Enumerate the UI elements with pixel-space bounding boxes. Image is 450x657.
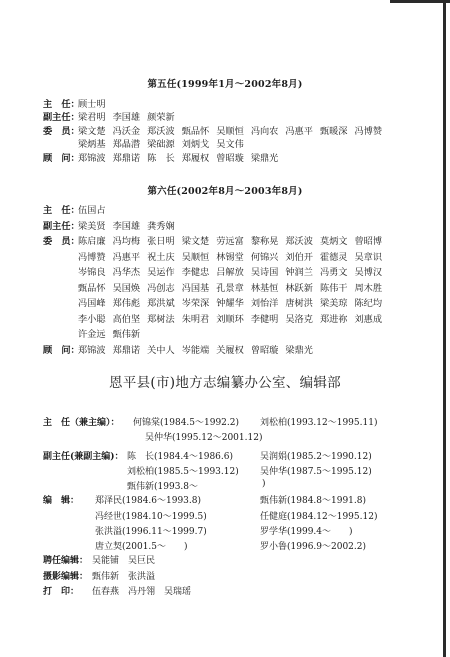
- office-entry-left: 伍春燕 冯丹翎 吴瑞瑶: [92, 587, 192, 597]
- names-row: [78, 326, 147, 340]
- person-name: 吴国焕: [112, 282, 141, 294]
- office-entry-right: 罗小鲁(1996.9～2002.2): [260, 542, 367, 552]
- names-row: [78, 218, 182, 232]
- person-name: 曾昭博: [354, 236, 383, 247]
- person-name: 甄品怀: [181, 125, 210, 137]
- person-name: 祝土庆: [147, 251, 175, 263]
- person-name: 钟润兰: [285, 267, 313, 278]
- person-name: 吴洛克: [285, 313, 313, 325]
- names-row: [78, 150, 285, 164]
- person-name: 甄伟新: [112, 329, 141, 340]
- person-name: 刘伯开: [285, 251, 313, 263]
- office-role-label: 打 印：: [43, 587, 80, 597]
- person-name: 朱明君: [181, 313, 210, 325]
- person-name: 吴运作: [147, 267, 175, 278]
- person-name: 吕解放: [216, 267, 244, 278]
- role-label: 副主任：: [43, 220, 80, 232]
- names-row: [78, 123, 389, 137]
- person-name: 冯沃金: [112, 125, 141, 137]
- office-entry-right: 罗学华(1999.4～ ): [260, 527, 353, 537]
- person-name: 郑锦波: [78, 344, 106, 356]
- person-name: 张日明: [147, 236, 175, 247]
- office-entry-left: 冯经世(1984.10～1999.5): [95, 512, 207, 522]
- person-name: 郑进祢: [319, 313, 348, 325]
- names-row: [78, 96, 113, 110]
- person-name: 冯华杰: [112, 267, 141, 278]
- person-name: 顾士明: [78, 99, 106, 110]
- role-label: 顾 问：: [43, 344, 80, 356]
- person-name: 刘炳戈: [181, 139, 210, 151]
- person-name: 陈纪均: [354, 298, 383, 309]
- person-name: 刘惠成: [354, 313, 383, 325]
- person-name: 梁君明: [78, 112, 106, 124]
- person-name: 莫炳文: [319, 236, 348, 247]
- person-name: 冯创志: [147, 282, 175, 294]
- names-row: [78, 136, 251, 150]
- role-label: 委 员：: [43, 125, 80, 137]
- office-entry-right: 吴润娟(1985.2～1990.12): [260, 452, 372, 462]
- office-entry-left: 何锦棠(1984.5～1992.2): [133, 418, 240, 428]
- person-name: 吴章识: [354, 251, 383, 263]
- term5-title: 第五任(1999年1月～2002年8月): [147, 79, 303, 90]
- person-name: 关履权: [216, 344, 244, 356]
- person-name: 岑能端: [181, 344, 210, 356]
- person-name: 吴顺恒: [216, 125, 244, 137]
- person-name: 梁鼎光: [250, 152, 279, 164]
- office-role-label: 副主任(兼副主编)：: [43, 452, 124, 462]
- office-title: 恩平县(市)地方志编纂办公室、编辑部: [109, 375, 341, 391]
- person-name: 郑伟彪: [112, 298, 141, 309]
- names-row: [78, 342, 320, 356]
- person-name: 高伯坚: [112, 313, 141, 325]
- office-entry-left: 张洪溢(1996.11～1999.7): [95, 527, 207, 537]
- person-name: 冯博赞: [354, 125, 383, 137]
- person-name: 陈伟干: [319, 282, 348, 294]
- person-name: 刘怡洋: [250, 298, 279, 309]
- person-name: 龚秀娴: [147, 220, 175, 232]
- names-row: [78, 264, 389, 278]
- role-label: 主 任：: [43, 99, 80, 110]
- person-name: 梁鼎光: [285, 344, 313, 356]
- office-role-label: 主 任（兼主编）：: [43, 418, 120, 428]
- person-name: 冯国基: [181, 282, 210, 294]
- role-label: 副主任：: [43, 112, 80, 124]
- person-name: 冯均梅: [112, 236, 141, 247]
- person-name: 刘顺环: [216, 313, 244, 325]
- role-label: 主 任：: [43, 205, 80, 216]
- person-name: 曾昭璇: [250, 344, 279, 356]
- names-row: [78, 249, 389, 263]
- office-entry-left: 唐立契(2001.5～ ): [95, 542, 188, 552]
- office-entry-right: 任健庭(1984.12～1995.12): [260, 512, 378, 522]
- person-name: 冯勇文: [319, 267, 348, 278]
- page-edge-top: [390, 0, 450, 3]
- person-name: 郑沃波: [285, 236, 313, 247]
- person-name: 陈 长: [147, 152, 175, 164]
- person-name: 钟耀华: [216, 298, 244, 309]
- person-name: 李国雄: [112, 220, 141, 232]
- office-entry-left: 刘松柏(1985.5～1993.12): [127, 467, 239, 477]
- person-name: 吴博汉: [354, 267, 383, 278]
- person-name: 冯向农: [250, 125, 279, 137]
- person-name: 何锦兴: [250, 251, 279, 263]
- person-name: 李小聪: [78, 313, 106, 325]
- person-name: 冯惠平: [285, 125, 313, 137]
- person-name: 周木胜: [354, 282, 383, 294]
- person-name: 黎称晃: [250, 236, 279, 247]
- person-name: 林跃新: [285, 282, 313, 294]
- person-name: 冯博赞: [78, 251, 106, 263]
- office-role-label: 摄影编辑：: [43, 572, 89, 582]
- person-name: 霍德灵: [319, 251, 348, 263]
- office-entry-right: 刘松柏(1993.12～1995.11): [260, 418, 378, 428]
- person-name: 吴顺恒: [181, 251, 210, 263]
- names-row: [78, 233, 389, 247]
- person-name: 梁炳基: [78, 139, 106, 151]
- role-label: 委 员：: [43, 236, 80, 247]
- office-role-label: 聘任编辑：: [43, 556, 89, 566]
- person-name: 关中人: [147, 344, 175, 356]
- office-entry-left: 吴能铺 吴巨民: [92, 556, 156, 566]
- office-entry-left: 郑泽民(1984.6～1993.8): [95, 496, 202, 506]
- person-name: 李健忠: [181, 267, 210, 278]
- office-entry-left: 甄伟新 张洪溢: [92, 572, 156, 582]
- office-entry-left: 甄伟新(1993.8～: [127, 482, 199, 492]
- person-name: 曾昭璇: [216, 152, 244, 164]
- person-name: 伍国占: [78, 205, 106, 216]
- person-name: 郑晶潜: [112, 139, 141, 151]
- person-name: 李国雄: [112, 112, 141, 124]
- person-name: 岑荣深: [181, 298, 210, 309]
- person-name: 吴诗国: [250, 267, 279, 278]
- person-name: 甄暖深: [319, 125, 348, 137]
- term6-title: 第六任(2002年8月～2003年8月): [147, 186, 303, 197]
- names-row: [78, 295, 389, 309]
- person-name: 梁美贤: [78, 220, 106, 232]
- office-entry-left: 吴仲华(1995.12～2001.12): [145, 433, 263, 443]
- person-name: 唐树洪: [285, 298, 313, 309]
- person-name: 林锡堂: [216, 251, 244, 263]
- person-name: 梁美琼: [319, 298, 348, 309]
- person-name: 梁文楚: [78, 125, 106, 137]
- person-name: 冯惠平: [112, 251, 141, 263]
- names-row: [78, 202, 113, 216]
- page-edge: [443, 0, 446, 657]
- person-name: 颜荣新: [147, 112, 175, 124]
- office-entry-right: 甄伟新(1984.8～1991.8): [260, 496, 367, 506]
- office-role-label: 编 辑：: [43, 496, 80, 506]
- person-name: 劳远富: [216, 236, 244, 247]
- person-name: 郑履权: [181, 152, 210, 164]
- person-name: 郑沃波: [147, 125, 175, 137]
- office-entry-right: ): [262, 479, 266, 489]
- person-name: 梁础源: [147, 139, 175, 151]
- person-name: 郑洪斌: [147, 298, 175, 309]
- person-name: 冯国峰: [78, 298, 106, 309]
- names-row: [78, 109, 182, 123]
- role-label: 顾 问：: [43, 152, 80, 164]
- person-name: 梁文楚: [181, 236, 210, 247]
- person-name: 孔景章: [216, 282, 244, 294]
- person-name: 甄品怀: [78, 282, 106, 294]
- person-name: 岑锦良: [78, 267, 106, 278]
- names-row: [78, 280, 389, 294]
- person-name: 郑锦波: [78, 152, 106, 164]
- names-row: [78, 311, 389, 325]
- person-name: 郑鼎诺: [112, 344, 141, 356]
- office-entry-left: 陈 长(1984.4～1986.6): [127, 452, 234, 462]
- person-name: 林基恒: [250, 282, 279, 294]
- person-name: 吴文伟: [216, 139, 244, 151]
- person-name: 许金远: [78, 329, 106, 340]
- office-entry-right: 吴仲华(1987.5～1995.12): [260, 467, 372, 477]
- person-name: 陈启廉: [78, 236, 106, 247]
- person-name: 郑树法: [147, 313, 175, 325]
- person-name: 郑鼎诺: [112, 152, 141, 164]
- person-name: 李健明: [250, 313, 279, 325]
